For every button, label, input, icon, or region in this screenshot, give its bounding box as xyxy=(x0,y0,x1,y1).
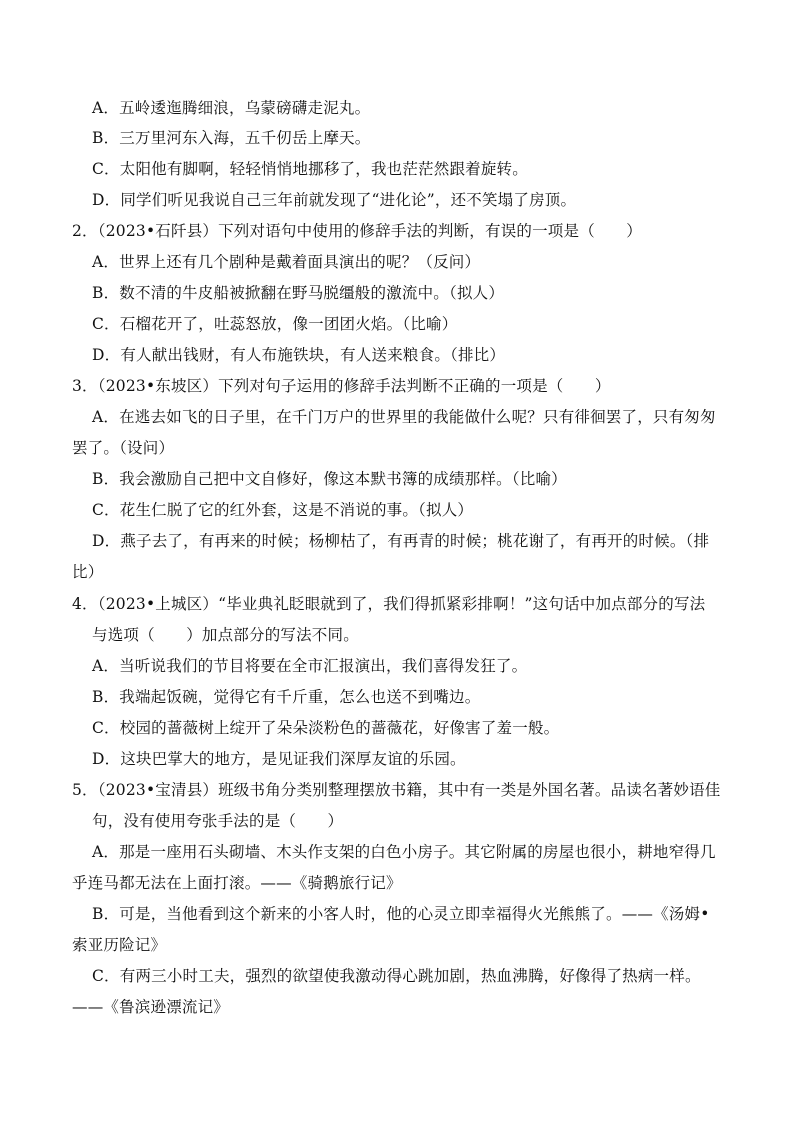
q4-option-c: C．校园的蔷薇树上绽开了朵朵淡粉色的蔷薇花，好像害了羞一般。 xyxy=(92,719,560,737)
q3-stem: 3．（2023•东坡区）下列对句子运用的修辞手法判断不正确的一项是（ ） xyxy=(72,377,611,395)
q4-stem-line2: 与选项（ ）加点部分的写法不同。 xyxy=(92,626,359,644)
q4-option-b: B．我端起饭碗，觉得它有千斤重，怎么也送不到嘴边。 xyxy=(92,688,481,706)
q3-option-b: B．我会激励自己把中文自修好，像这本默书簿的成绩那样。（比喻） xyxy=(92,470,567,488)
q1-option-b: B．三万里河东入海，五千仞岳上摩天。 xyxy=(92,129,371,147)
q5-stem-line2: 句，没有使用夸张手法的是（ ） xyxy=(92,812,344,830)
q3-option-a-line1: A．在逃去如飞的日子里，在千门万户的世界里的我能做什么呢？只有徘徊罢了，只有匆匆 xyxy=(92,408,716,426)
q1-option-a: A．五岭逶迤腾细浪，乌蒙磅礴走泥丸。 xyxy=(92,99,371,117)
q2-option-b: B．数不清的牛皮船被掀翻在野马脱缰般的激流中。（拟人） xyxy=(92,284,505,302)
q2-option-d: D．有人献出钱财，有人布施铁块，有人送来粮食。（排比） xyxy=(92,346,506,364)
q5-option-b-line1: B．可是，当他看到这个新来的小客人时，他的心灵立即幸福得火光熊熊了。——《汤姆• xyxy=(92,905,710,923)
q2-option-a: A．世界上还有几个剧种是戴着面具演出的呢？（反问） xyxy=(92,253,481,271)
q4-stem-line1: 4．（2023•上城区）“毕业典礼眨眼就到了，我们得抓紧彩排啊！”这句话中加点部分的写法 xyxy=(72,595,706,613)
q3-option-d-line1: D．燕子去了，有再来的时候；杨柳枯了，有再青的时候；桃花谢了，有再开的时候。（排 xyxy=(92,532,710,550)
q3-option-d-line2: 比） xyxy=(72,563,104,581)
q5-option-c-line2: ——《鲁滨逊漂流记》 xyxy=(72,998,230,1016)
q4-option-d: D．这块巴掌大的地方，是见证我们深厚友谊的乐园。 xyxy=(92,750,466,768)
q5-stem-line1: 5．（2023•宝清县）班级书角分类别整理摆放书籍，其中有一类是外国名著。品读名著妙语佳 xyxy=(72,781,721,799)
q5-option-a-line1: A．那是一座用石头砌墙、木头作支架的白色小房子。其它附属的房屋也很小，耕地窄得几 xyxy=(92,843,716,861)
q5-option-a-line2: 乎连马都无法在上面打滚。——《骑鹅旅行记》 xyxy=(72,874,402,892)
q4-option-a: A．当听说我们的节目将要在全市汇报演出，我们喜得发狂了。 xyxy=(92,657,528,675)
q3-option-c: C．花生仁脱了它的红外套，这是不消说的事。（拟人） xyxy=(92,501,474,519)
q5-option-c-line1: C．有两三小时工夫，强烈的欲望使我激动得心跳加剧，热血沸腾，好像得了热病一样。 xyxy=(92,967,701,985)
q3-option-a-line2: 罢了。（设问） xyxy=(72,439,175,457)
q5-option-b-line2: 索亚历险记》 xyxy=(72,936,167,954)
q2-stem: 2．（2023•石阡县）下列对语句中使用的修辞手法的判断，有误的一项是（ ） xyxy=(72,222,643,240)
q2-option-c: C．石榴花开了，吐蕊怒放，像一团团火焰。（比喻） xyxy=(92,315,458,333)
q1-option-d: D．同学们听见我说自己三年前就发现了“进化论”，还不笑塌了房顶。 xyxy=(92,191,577,209)
q1-option-c: C．太阳他有脚啊，轻轻悄悄地挪移了，我也茫茫然跟着旋转。 xyxy=(92,160,528,178)
